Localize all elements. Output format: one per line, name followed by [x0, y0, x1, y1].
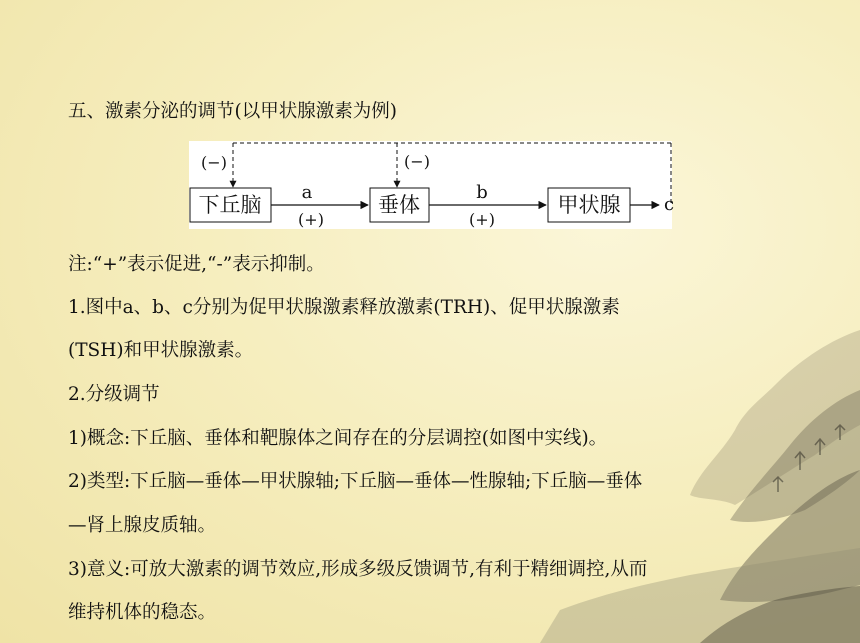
arrow-label-b: b	[476, 182, 488, 203]
end-label-c: c	[664, 194, 675, 215]
point1-line1: 1.图中a、b、c分别为促甲状腺激素释放激素(TRH)、促甲状腺激素	[68, 297, 620, 318]
promote-sign-b: (+)	[469, 210, 495, 229]
arrow-label-a: a	[301, 182, 313, 203]
types-line1: 2)类型:下丘脑—垂体—甲状腺轴;下丘脑—垂体—性腺轴;下丘脑—垂体	[68, 471, 643, 492]
types-line2: —肾上腺皮质轴。	[68, 515, 217, 536]
point2-title: 2.分级调节	[68, 384, 160, 405]
meaning-line1: 3)意义:可放大激素的调节效应,形成多级反馈调节,有利于精细调控,从而	[68, 559, 648, 580]
section-title: 五、激素分泌的调节(以甲状腺激素为例)	[68, 101, 397, 122]
note: 注:“+”表示促进,“-”表示抑制。	[68, 254, 325, 275]
inhibit-sign-pituitary: (−)	[404, 152, 430, 171]
hypothalamus-label: 下丘脑	[198, 193, 262, 217]
thyroid-label: 甲状腺	[557, 193, 621, 217]
promote-sign-a: (+)	[298, 210, 324, 229]
hormone-regulation-diagram	[189, 141, 675, 229]
inhibit-sign-hypothalamus: (−)	[201, 153, 227, 172]
concept-text: 1)概念:下丘脑、垂体和靶腺体之间存在的分层调控(如图中实线)。	[68, 428, 608, 449]
point1-line2: (TSH)和甲状腺激素。	[68, 340, 254, 361]
meaning-line2: 维持机体的稳态。	[68, 602, 217, 623]
pituitary-label: 垂体	[378, 193, 420, 217]
